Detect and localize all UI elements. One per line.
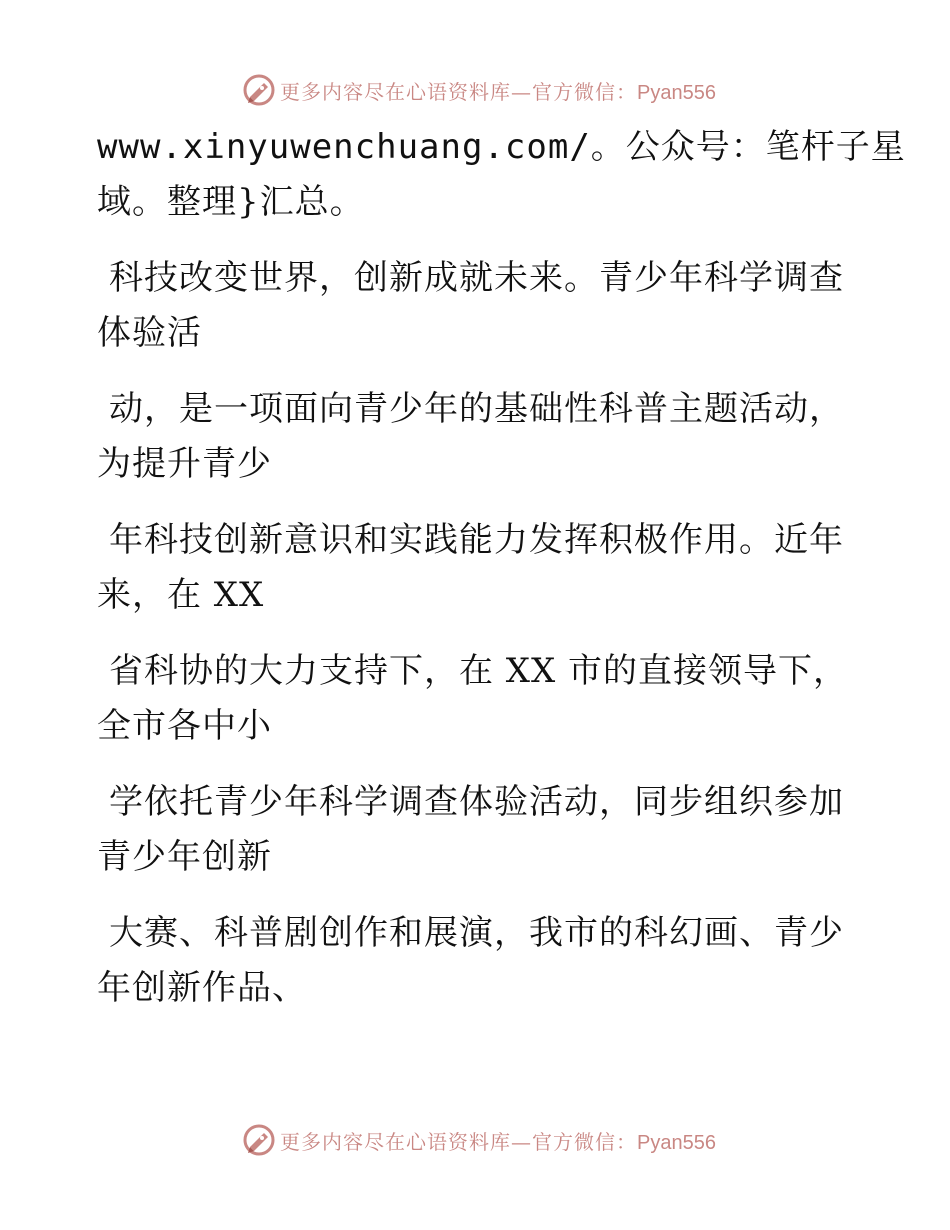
footer-wechat-id: Pyan556	[637, 1131, 716, 1154]
paragraph-line: 年创新作品、	[97, 968, 307, 1008]
header-wechat-label: 官方微信：	[532, 79, 638, 104]
paragraph-line: 全市各中小	[97, 706, 272, 746]
paragraph-line: 域。整理}汇总。	[97, 182, 365, 222]
paragraph-line: 科技改变世界，创新成就未来。青少年科学调查	[109, 258, 844, 298]
paragraph	[97, 644, 849, 754]
footer-watermark-text: 更多内容尽在心语资料库	[280, 1129, 512, 1154]
paragraph-line: 青少年创新	[97, 837, 272, 877]
pen-logo-icon	[242, 1123, 276, 1157]
paragraph-line: 体验活	[97, 313, 202, 353]
footer-separator: —	[511, 1129, 533, 1154]
footer-wechat-label: 官方微信：	[532, 1129, 638, 1154]
paragraph-text: www.xinyuwenchuang.com/。公众号：笔杆子星	[97, 127, 906, 167]
paragraph-line: 大赛、科普剧创作和展演，我市的科幻画、青少	[109, 913, 844, 953]
header-separator: —	[511, 79, 533, 104]
paragraph	[97, 775, 844, 885]
header-watermark	[0, 68, 950, 112]
paragraph-line: 来，在 XX	[97, 575, 265, 615]
paragraph-line: 为提升青少	[97, 444, 272, 484]
pen-logo-icon	[242, 73, 276, 107]
paragraph-line: 动，是一项面向青少年的基础性科普主题活动，	[109, 389, 844, 429]
paragraph	[97, 120, 906, 230]
paragraph-line: 学依托青少年科学调查体验活动，同步组织参加	[109, 782, 844, 822]
paragraph-line: 年科技创新意识和实践能力发挥积极作用。近年	[109, 520, 844, 560]
paragraph	[97, 251, 844, 361]
header-watermark-text: 更多内容尽在心语资料库	[280, 79, 512, 104]
paragraph-line: 省科协的大力支持下，在 XX 市的直接领导下，	[109, 651, 849, 691]
paragraph	[97, 513, 844, 623]
header-wechat-id: Pyan556	[637, 81, 716, 104]
paragraph	[97, 382, 844, 492]
paragraph-line	[97, 120, 906, 175]
document-body	[97, 120, 906, 1037]
footer-watermark	[0, 1118, 950, 1162]
paragraph	[97, 906, 844, 1016]
